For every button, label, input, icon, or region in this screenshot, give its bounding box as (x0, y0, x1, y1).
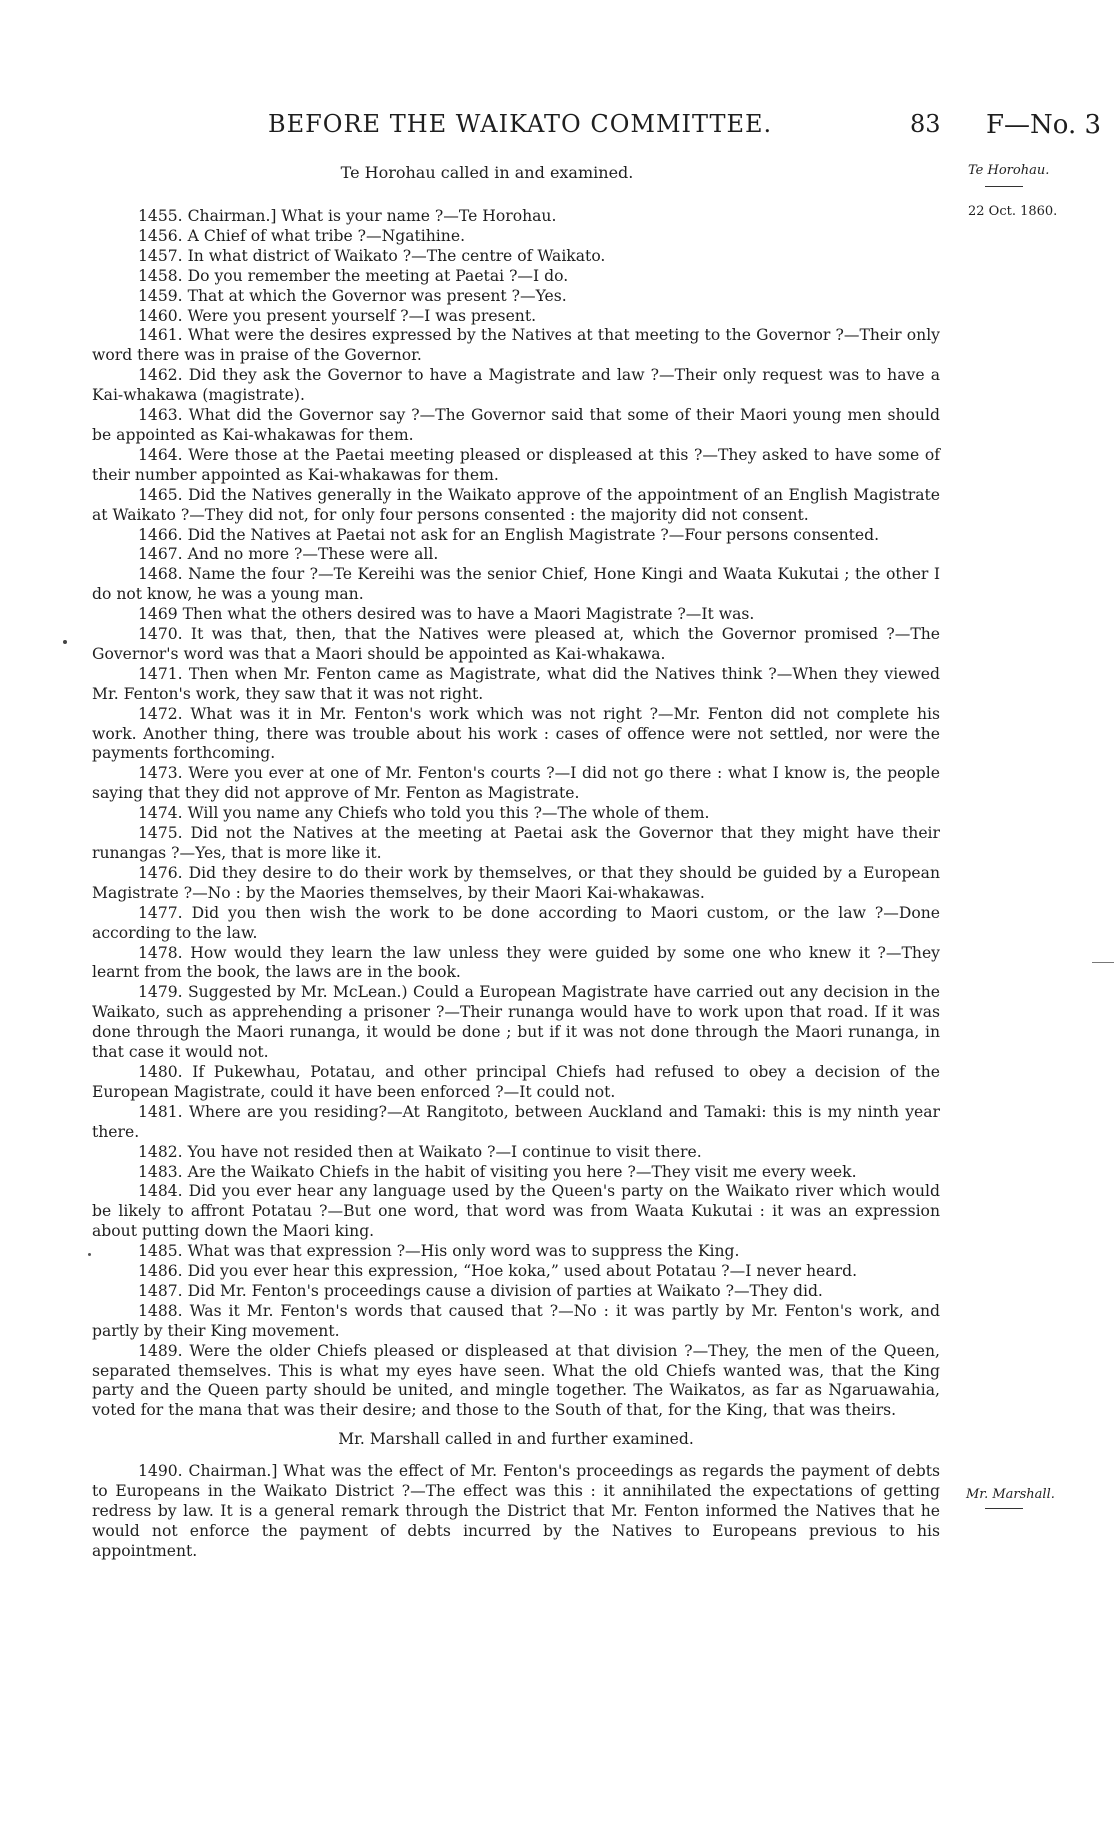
testimony-paragraph: 1473. Were you ever at one of Mr. Fenton's courts ?—I did not go there : what I know is, the people saying that they did not approve of Mr. Fenton as Magistrate. (92, 764, 940, 803)
testimony-paragraph: 1460. Were you present yourself ?—I was present. (138, 306, 537, 325)
testimony-paragraph: 1474. Will you name any Chiefs who told you this ?—The whole of them. (138, 804, 710, 823)
margin-date: 22 Oct. 1860. (968, 204, 1058, 219)
margin-name-marshall: Mr. Marshall. (966, 1487, 1055, 1502)
testimony-paragraph: 1457. In what district of Waikato ?—The centre of Waikato. (138, 246, 606, 265)
testimony-paragraph: 1483. Are the Waikato Chiefs in the habit of visiting you here ?—They visit me every week. (138, 1162, 857, 1181)
testimony-paragraph: 1480. If Pukewhau, Potatau, and other principal Chiefs had refused to obey a decision of the European Magistrate, could it have been enforced ?—It could not. (92, 1062, 940, 1101)
testimony-paragraph: 1484. Did you ever hear any language used by the Queen's party on the Waikato river which would be likely to affront Potatau ?—But one word, that word was from Waata Kukutai : it was an expression about putting down the Maori king. (92, 1182, 940, 1241)
testimony-paragraph: 1485. What was that expression ?—His only word was to suppress the King. (138, 1242, 740, 1261)
testimony-paragraph: 1461. What were the desires expressed by the Natives at that meeting to the Governor ?—Their only word there was in praise of the Governor. (92, 326, 940, 365)
testimony-paragraph: 1482. You have not resided then at Waikato ?—I continue to visit there. (138, 1142, 702, 1161)
testimony-paragraph: 1470. It was that, then, that the Natives were pleased at, which the Governor promised ?—The Governor's word was that a Maori should be appointed as Kai-whakawa. (92, 625, 940, 663)
testimony-paragraph: 1471. Then when Mr. Fenton came as Magistrate, what did the Natives think ?—When they viewed Mr. Fenton's work, they saw that it was not right. (92, 664, 940, 703)
testimony-paragraph: 1487. Did Mr. Fenton's proceedings cause a division of parties at Waikato ?—They did. (138, 1281, 823, 1300)
testimony-body (92, 207, 940, 1562)
testimony-paragraph: 1468. Name the four ?—Te Kereihi was the senior Chief, Hone Kingi and Waata Kukutai ; the other I do not know, he was a young man. (92, 565, 940, 604)
testimony-paragraph: 1462. Did they ask the Governor to have a Magistrate and law ?—Their only request was to have a Kai-whakawa (magistrate). (92, 366, 940, 405)
stray-mark (88, 1253, 91, 1256)
testimony-paragraph: 1463. What did the Governor say ?—The Governor said that some of their Maori young men should be appointed as Kai-whakawas for them. (92, 406, 940, 444)
testimony-paragraph: 1467. And no more ?—These were all. (138, 545, 439, 564)
margin-rule (985, 186, 1023, 187)
testimony-paragraph: 1489. Were the older Chiefs pleased or displeased at that division ?—They, the men of the Queen, separated themselves. This is what my eyes have seen. What the old Chiefs wanted was, that the King party and the Queen party should be united, and mingle together. The Waikatos, as far as Ngaruawahia, voted for the mana that was their desire; and those to the South of that, for the King, that was theirs. (92, 1341, 940, 1420)
margin-dash (1092, 962, 1114, 963)
testimony-paragraph: 1458. Do you remember the meeting at Paetai ?—I do. (138, 266, 569, 285)
testimony-paragraph: 1486. Did you ever hear this expression, “Hoe koka,” used about Potatau ?—I never heard. (138, 1262, 858, 1281)
testimony-paragraph: 1488. Was it Mr. Fenton's words that caused that ?—No : it was partly by Mr. Fenton's work, and partly by their King movement. (92, 1301, 940, 1340)
testimony-paragraphs (92, 207, 940, 1421)
testimony-paragraph: 1481. Where are you residing?—At Rangitoto, between Auckland and Tamaki: this is my ninth year there. (92, 1102, 940, 1141)
testimony-paragraph: 1465. Did the Natives generally in the Waikato approve of the appointment of an English Magistrate at Waikato ?—They did not, for only four persons consented : the majority did not consent. (92, 485, 940, 524)
testimony-paragraph: 1464. Were those at the Paetai meeting pleased or displeased at this ?—They asked to have some of their number appointed as Kai-whakawas for them. (92, 445, 940, 484)
testimony-paragraph: 1472. What was it in Mr. Fenton's work which was not right ?—Mr. Fenton did not complete his work. Another thing, there was trouble about his work : cases of offence were not settled, nor were the payments forthcoming. (92, 704, 940, 763)
testimony-paragraph: 1479. Suggested by Mr. McLean.) Could a European Magistrate have carried out any decision in the Waikato, such as apprehending a prisoner ?—Their runanga would have to work upon that road. If it was done through the Maori runanga, it would be done ; but if it was not done through the Maori runanga, in that case it would not. (92, 983, 940, 1062)
testimony-paragraph: 1456. A Chief of what tribe ?—Ngatihine. (138, 226, 466, 245)
stray-mark (63, 640, 67, 644)
testimony-paragraph: 1459. That at which the Governor was present ?—Yes. (138, 286, 567, 305)
testimony-paragraph: 1466. Did the Natives at Paetai not ask for an English Magistrate ?—Four persons consented. (138, 525, 880, 544)
paragraph-1490: 1490. Chairman.] What was the effect of Mr. Fenton's proceedings as regards the payment of debts to Europeans in the Waikato District ?—The effect was this : it annihilated the expectations of getting redress by law. It is a general remark through the District that Mr. Fenton informed the Natives that he would not enforce the payment of debts incurred by the Natives to Europeans previous to his appointment. (92, 1462, 940, 1560)
testimony-paragraph: 1475. Did not the Natives at the meeting at Paetai ask the Governor that they might have their runangas ?—Yes, that is more like it. (92, 824, 940, 862)
testimony-paragraph: 1469 Then what the others desired was to have a Maori Magistrate ?—It was. (138, 605, 755, 624)
margin-rule (985, 1508, 1023, 1509)
testimony-paragraph: 1476. Did they desire to do their work by themselves, or that they should be guided by a European Magistrate ?—No : by the Maories themselves, by their Maori Kai-whakawas. (92, 863, 940, 902)
testimony-paragraph: 1455. Chairman.] What is your name ?—Te Horohau. (138, 207, 557, 225)
document-number: F—No. 3 (986, 110, 1102, 140)
page-number: 83 (910, 110, 941, 138)
section-heading-marshall: Mr. Marshall called in and further examined. (338, 1430, 694, 1449)
margin-name-te-horohau: Te Horohau. (968, 163, 1050, 178)
testimony-paragraph: 1477. Did you then wish the work to be done according to Maori custom, or the law ?—Done according to the law. (92, 903, 940, 942)
section-heading-te-horohau: Te Horohau called in and examined. (340, 163, 634, 182)
testimony-paragraph: 1478. How would they learn the law unless they were guided by some one who knew it ?—They learnt from the book, the laws are in the book. (92, 943, 940, 982)
running-header-title: BEFORE THE WAIKATO COMMITTEE. (268, 110, 773, 138)
